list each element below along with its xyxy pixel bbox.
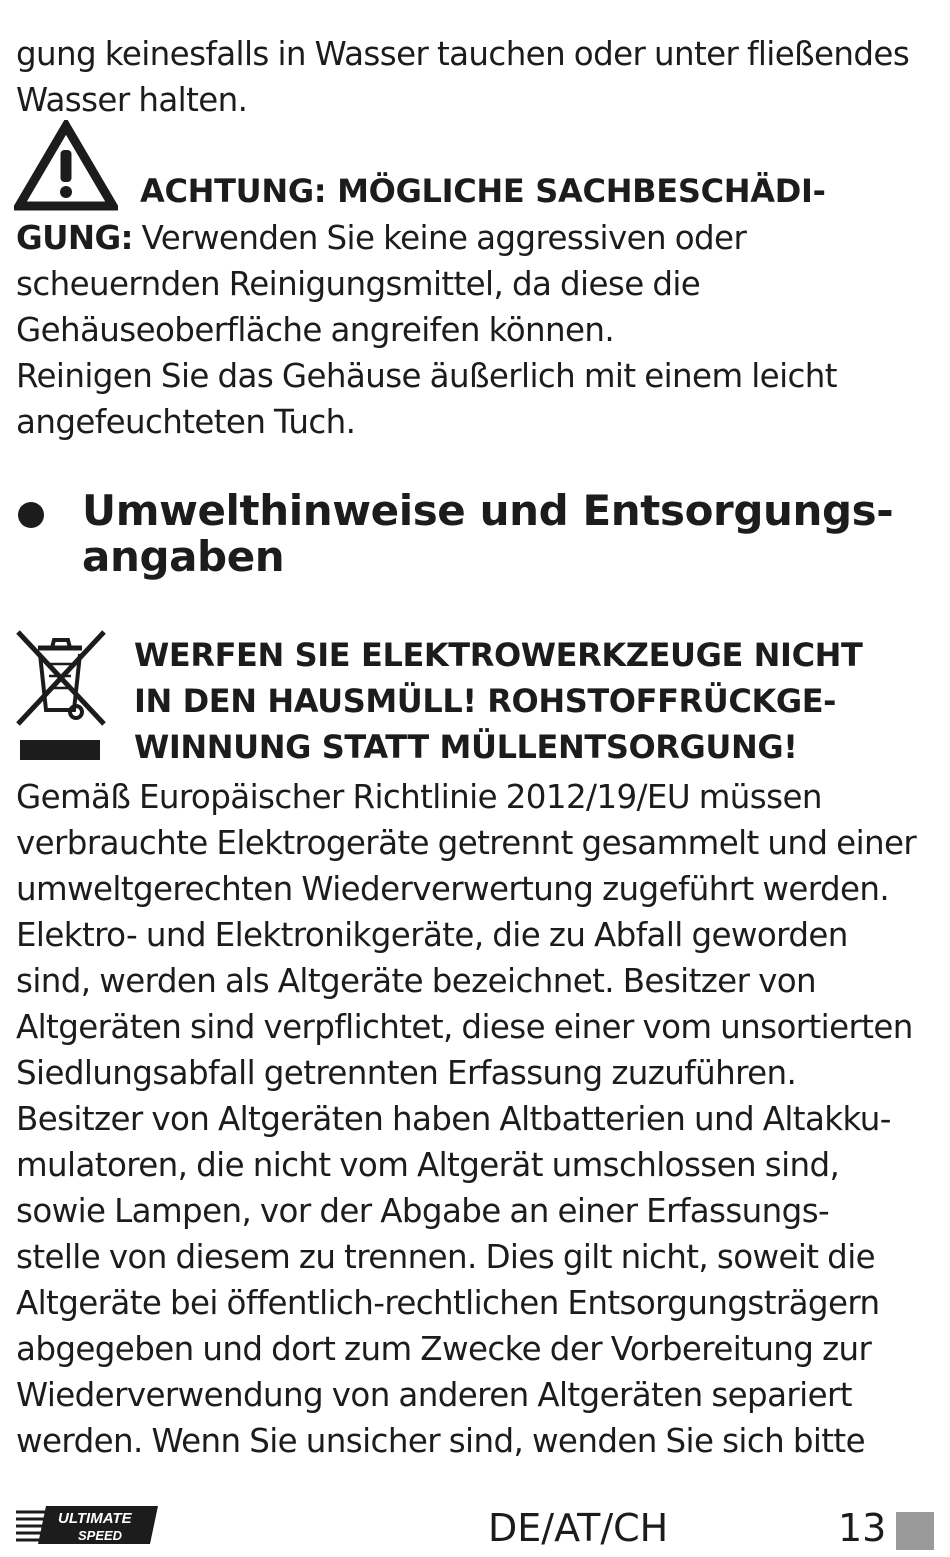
warning-text: Verwenden Sie keine aggressiven oder	[132, 219, 747, 257]
warning-line	[16, 215, 936, 261]
disposal-line: mulatoren, die nicht vom Altgerät umschlossen sind,	[16, 1146, 840, 1184]
svg-text:SPEED: SPEED	[78, 1528, 123, 1543]
disposal-line: Altgeräten sind verpflichtet, diese einer vom unsortierten	[16, 1008, 913, 1046]
disposal-paragraph	[16, 774, 936, 1464]
footer-region: DE/AT/CH	[488, 1506, 669, 1550]
disposal-line: sowie Lampen, vor der Abgabe an einer Erfassungs-	[16, 1192, 830, 1230]
warning-line: angefeuchteten Tuch.	[16, 403, 356, 441]
disposal-line: umweltgerechten Wiederverwertung zugeführt werden.	[16, 870, 890, 908]
intro-line: gung keinesfalls in Wasser tauchen oder unter fließendes	[16, 35, 910, 73]
warning-paragraph	[16, 215, 936, 445]
warning-line: scheuernden Reinigungsmittel, da diese die	[16, 265, 701, 303]
warning-heading: ACHTUNG: MÖGLICHE SACHBESCHÄDI-	[140, 172, 826, 210]
page-number: 13	[838, 1506, 887, 1550]
crossed-out-wheelie-bin-icon	[12, 628, 112, 730]
page-marker	[896, 1512, 934, 1550]
ultimate-speed-logo	[16, 1502, 158, 1548]
disposal-heading-line: IN DEN HAUSMÜLL! ROHSTOFFRÜCKGE-	[134, 682, 837, 720]
section-title-line: angaben	[82, 532, 285, 581]
section-bullet	[18, 502, 44, 528]
disposal-line: sind, werden als Altgeräte bezeichnet. Besitzer von	[16, 962, 816, 1000]
warning-label: GUNG:	[16, 219, 133, 257]
section-title-line: Umwelthinweise und Entsorgungs-	[82, 486, 894, 535]
disposal-line: Besitzer von Altgeräten haben Altbatterien und Altakku-	[16, 1100, 891, 1138]
weee-bar	[20, 740, 100, 760]
disposal-heading-line: WERFEN SIE ELEKTROWERKZEUGE NICHT	[134, 636, 863, 674]
intro-line: Wasser halten.	[16, 81, 248, 119]
warning-line: Reinigen Sie das Gehäuse äußerlich mit einem leicht	[16, 357, 837, 395]
disposal-line: verbrauchte Elektrogeräte getrennt gesammelt und einer	[16, 824, 917, 862]
warning-line: Gehäuseoberfläche angreifen können.	[16, 311, 615, 349]
disposal-line: werden. Wenn Sie unsicher sind, wenden Sie sich bitte	[16, 1422, 865, 1460]
disposal-line: Siedlungsabfall getrennten Erfassung zuzuführen.	[16, 1054, 797, 1092]
disposal-line: Wiederverwendung von anderen Altgeräten separiert	[16, 1376, 852, 1414]
disposal-heading	[134, 632, 862, 770]
disposal-line: Altgeräte bei öffentlich-rechtlichen Entsorgungsträgern	[16, 1284, 880, 1322]
warning-triangle-icon	[14, 120, 118, 212]
disposal-heading-line: WINNUNG STATT MÜLLENTSORGUNG!	[134, 728, 798, 766]
disposal-line: abgegeben und dort zum Zwecke der Vorbereitung zur	[16, 1330, 872, 1368]
disposal-line: stelle von diesem zu trennen. Dies gilt nicht, soweit die	[16, 1238, 876, 1276]
section-title	[82, 488, 893, 580]
intro-paragraph	[16, 31, 936, 123]
disposal-line: Elektro- und Elektronikgeräte, die zu Abfall geworden	[16, 916, 848, 954]
svg-text:ULTIMATE: ULTIMATE	[58, 1510, 132, 1527]
disposal-line: Gemäß Europäischer Richtlinie 2012/19/EU müssen	[16, 778, 822, 816]
